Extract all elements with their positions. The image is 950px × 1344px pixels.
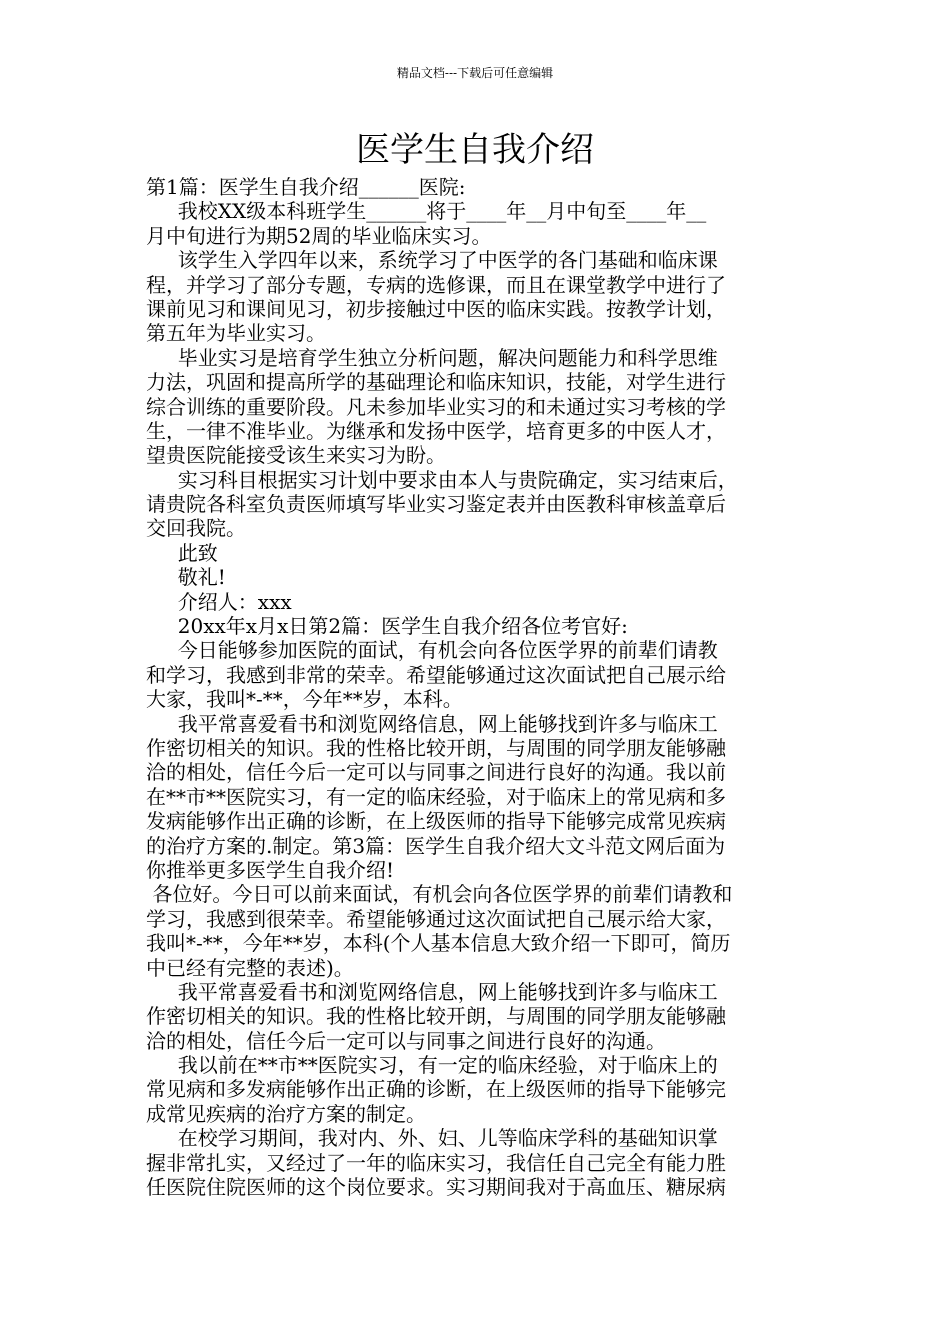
text-line: 毕业实习是培育学生独立分析问题，解决问题能力和科学思维 (146, 345, 718, 370)
text-line: 该学生入学四年以来，系统学习了中医学的各门基础和临床课 (146, 248, 718, 273)
text-line: 我平常喜爱看书和浏览网络信息，网上能够找到许多与临床工 (146, 979, 718, 1004)
text-line: 洽的相处，信任今后一定可以与同事之间进行良好的沟通。 (146, 1028, 666, 1053)
text-line: 大家，我叫*-**，今年**岁，本科。 (146, 687, 463, 712)
text-line: 作密切相关的知识。我的性格比较开朗，与周围的同学朋友能够融 (146, 1004, 726, 1029)
text-line: 介绍人：xxx (146, 589, 292, 614)
text-line: 综合训练的重要阶段。凡未参加毕业实习的和未通过实习考核的学 (146, 394, 726, 419)
text-line: 第五年为毕业实习。 (146, 321, 326, 346)
document-title: 医学生自我介绍 (356, 130, 594, 170)
text-line: 我叫*-**，今年**岁，本科(个人基本信息大致介绍一下即可，简历 (146, 931, 731, 956)
text-line: 常见病和多发病能够作出正确的诊断，在上级医师的指导下能够完 (146, 1077, 726, 1102)
text-line: 在校学习期间，我对内、外、妇、儿等临床学科的基础知识掌 (146, 1126, 718, 1151)
text-line: 和学习，我感到非常的荣幸。希望能够通过这次面试把自己展示给 (146, 662, 726, 687)
text-line: 的治疗方案的.制定。第3篇：医学生自我介绍大文斗范文网后面为 (146, 833, 726, 858)
text-line: 敬礼! (146, 565, 226, 590)
text-line: 任医院住院医师的这个岗位要求。实习期间我对于高血压、糖尿病 (146, 1175, 726, 1200)
text-line: 力法，巩固和提高所学的基础理论和临床知识，技能，对学生进行 (146, 370, 726, 395)
text-line: 程，并学习了部分专题，专病的选修课，而且在课堂教学中进行了 (146, 272, 726, 297)
header-note: 精品文档---下载后可任意编辑 (396, 66, 554, 80)
text-line: 月中旬进行为期52周的毕业临床实习。 (146, 223, 492, 248)
text-line: 我校XX级本科班学生______将于____年__月中旬至____年__ (146, 199, 707, 224)
text-line: 作密切相关的知识。我的性格比较开朗，与周围的同学朋友能够融 (146, 735, 726, 760)
text-line: 第1篇：医学生自我介绍______医院: (146, 175, 466, 199)
text-line: 成常见疾病的治疗方案的制定。 (146, 1101, 426, 1126)
text-line: 我以前在**市**医院实习，有一定的临床经验，对于临床上的 (146, 1053, 718, 1078)
text-line: 望贵医院能接受该生来实习为盼。 (146, 443, 446, 468)
text-line: 中已经有完整的表述)。 (146, 955, 354, 980)
text-line: 在**市**医院实习，有一定的临床经验，对于临床上的常见病和多 (146, 784, 726, 809)
text-line: 洽的相处，信任今后一定可以与同事之间进行良好的沟通。我以前 (146, 760, 726, 785)
text-line: 你推举更多医学生自我介绍! (146, 857, 395, 882)
text-line: 发病能够作出正确的诊断，在上级医师的指导下能够完成常见疾病 (146, 809, 726, 834)
text-line: 我平常喜爱看书和浏览网络信息，网上能够找到许多与临床工 (146, 711, 718, 736)
text-line: 20xx年x月x日第2篇：医学生自我介绍各位考官好: (146, 614, 628, 639)
text-line: 各位好。今日可以前来面试，有机会向各位医学界的前辈们请教和 (146, 882, 733, 907)
text-line: 此致 (146, 540, 218, 565)
text-line: 课前见习和课间见习，初步接触过中医的临床实践。按教学计划， (146, 296, 726, 321)
text-line: 学习，我感到很荣幸。希望能够通过这次面试把自己展示给大家， (146, 906, 726, 931)
text-line: 请贵院各科室负责医师填写毕业实习鉴定表并由医教科审核盖章后 (146, 492, 726, 517)
text-line: 握非常扎实，又经过了一年的临床实习，我信任自己完全有能力胜 (146, 1150, 726, 1175)
document-body (146, 175, 836, 1199)
text-line: 生，一律不准毕业。为继承和发扬中医学，培育更多的中医人才， (146, 418, 726, 443)
text-line: 今日能够参加医院的面试，有机会向各位医学界的前辈们请教 (146, 638, 718, 663)
text-line: 实习科目根据实习计划中要求由本人与贵院确定，实习结束后， (146, 467, 738, 492)
text-line: 交回我院。 (146, 516, 246, 541)
